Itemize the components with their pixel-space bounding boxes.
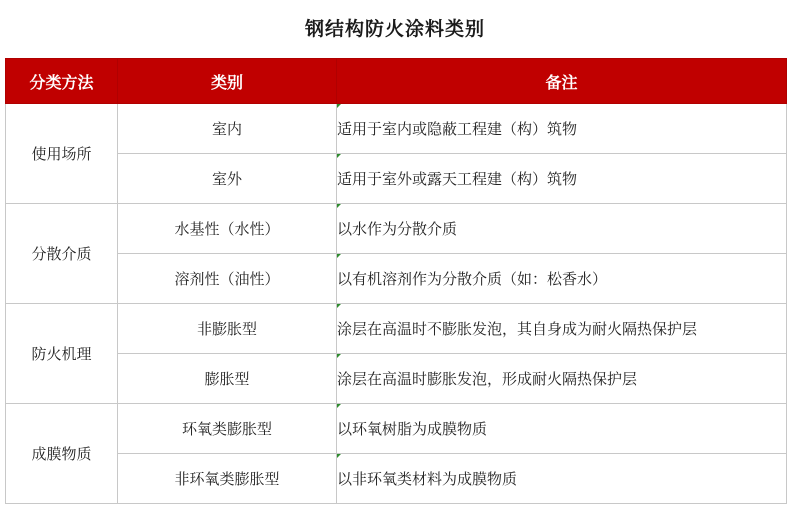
note-cell: 以非环氧类材料为成膜物质 <box>337 454 787 504</box>
method-cell: 使用场所 <box>6 104 118 204</box>
category-cell: 非环氧类膨胀型 <box>118 454 337 504</box>
category-cell: 水基性（水性） <box>118 204 337 254</box>
note-cell: 以环氧树脂为成膜物质 <box>337 404 787 454</box>
category-cell: 环氧类膨胀型 <box>118 404 337 454</box>
table-row <box>6 304 787 354</box>
note-cell: 以水作为分散介质 <box>337 204 787 254</box>
table-row <box>6 404 787 454</box>
header-method: 分类方法 <box>6 59 118 104</box>
table-row <box>6 204 787 254</box>
note-cell: 涂层在高温时膨胀发泡，形成耐火隔热保护层 <box>337 354 787 404</box>
table-row <box>6 254 787 304</box>
category-cell: 非膨胀型 <box>118 304 337 354</box>
header-note: 备注 <box>337 59 787 104</box>
header-category: 类别 <box>118 59 337 104</box>
note-cell: 适用于室外或露天工程建（构）筑物 <box>337 154 787 204</box>
table-row <box>6 154 787 204</box>
category-cell: 溶剂性（油性） <box>118 254 337 304</box>
table-row <box>6 354 787 404</box>
method-cell: 成膜物质 <box>6 404 118 504</box>
method-cell: 分散介质 <box>6 204 118 304</box>
method-cell: 防火机理 <box>6 304 118 404</box>
category-cell: 膨胀型 <box>118 354 337 404</box>
classification-table <box>5 58 787 504</box>
note-cell: 适用于室内或隐蔽工程建（构）筑物 <box>337 104 787 154</box>
note-cell: 以有机溶剂作为分散介质（如：松香水） <box>337 254 787 304</box>
table-row <box>6 104 787 154</box>
header-row <box>6 59 787 104</box>
note-cell: 涂层在高温时不膨胀发泡，其自身成为耐火隔热保护层 <box>337 304 787 354</box>
category-cell: 室内 <box>118 104 337 154</box>
category-cell: 室外 <box>118 154 337 204</box>
table-row <box>6 454 787 504</box>
table-title: 钢结构防火涂料类别 <box>304 18 485 40</box>
